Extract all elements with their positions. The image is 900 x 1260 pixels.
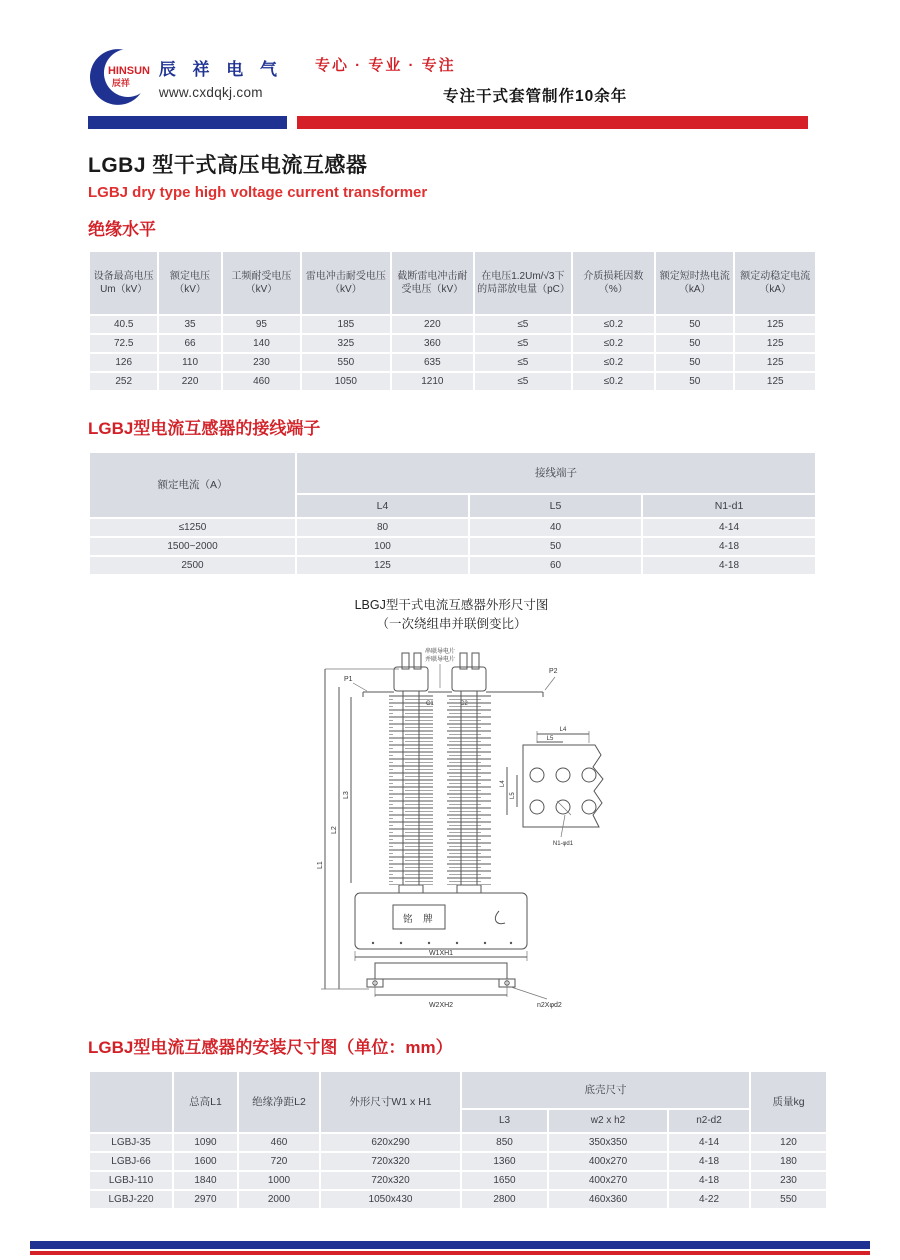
cell: 325 — [302, 335, 389, 352]
cell: 35 — [159, 316, 220, 333]
cell: 50 — [656, 335, 733, 352]
cell: ≤5 — [475, 316, 571, 333]
cell: ≤0.2 — [573, 354, 654, 371]
terminals-table — [88, 451, 817, 576]
insulation-table — [88, 250, 817, 392]
cell: 1360 — [462, 1153, 547, 1170]
cell: 120 — [751, 1134, 826, 1151]
cell: 400x270 — [549, 1172, 667, 1189]
logo-brand-en: HINSUN — [107, 65, 150, 78]
cell-model: LGBJ-66 — [90, 1153, 172, 1170]
section-heading-insulation: 绝缘水平 — [88, 220, 156, 239]
table-row — [90, 373, 815, 390]
cell: ≤0.2 — [573, 335, 654, 352]
table-header-row — [90, 453, 815, 493]
col-header-rated-current: 额定电流（A） — [90, 453, 295, 517]
label-l2: L2 — [330, 825, 338, 834]
col-header: N1-d1 — [643, 495, 815, 517]
col-header-weight: 质量kg — [751, 1072, 826, 1132]
cell: 360 — [392, 335, 473, 352]
cell: ≤0.2 — [573, 316, 654, 333]
col-header: 工频耐受电压（kV） — [223, 252, 300, 314]
logo-brand-cn: 辰祥 — [111, 77, 130, 88]
insulator-column-right — [447, 695, 491, 885]
cell: 4-14 — [643, 519, 815, 536]
crescent-logo-icon — [88, 46, 150, 108]
label-series-link: 串联导电片 — [424, 648, 455, 655]
figure-caption — [88, 596, 815, 635]
label-w1h1: W1XH1 — [428, 949, 453, 957]
label-l5-vertical: L5 — [509, 792, 516, 799]
cell: ≤1250 — [90, 519, 295, 536]
cell: ≤5 — [475, 335, 571, 352]
cell: 1050 — [302, 373, 389, 390]
table-row — [90, 1153, 826, 1170]
cell: 95 — [223, 316, 300, 333]
page-header — [88, 46, 815, 108]
cell-model: LGBJ-220 — [90, 1191, 172, 1208]
table-row — [90, 1191, 826, 1208]
slogan-top: 专心 · 专业 · 专注 — [315, 57, 456, 74]
col-header: n2-d2 — [669, 1110, 749, 1132]
cell: 40 — [470, 519, 641, 536]
figure-caption-line1: LBGJ型干式电流互感器外形尺寸图 — [354, 598, 549, 612]
cell: 125 — [735, 373, 815, 390]
col-header-base-group: 底壳尺寸 — [462, 1072, 749, 1108]
cell: 400x270 — [549, 1153, 667, 1170]
cell: 80 — [297, 519, 468, 536]
col-header-model — [90, 1072, 172, 1132]
label-nameplate: 铭 牌 — [402, 913, 437, 925]
cell: ≤5 — [475, 354, 571, 371]
table-row — [90, 1134, 826, 1151]
cell: 230 — [223, 354, 300, 371]
cell: 1090 — [174, 1134, 237, 1151]
header-red-bar — [297, 116, 808, 129]
label-l5-horizontal: L5 — [546, 735, 553, 742]
table-row — [90, 354, 815, 371]
col-header: 额定动稳定电流（kA） — [735, 252, 815, 314]
cell: 1840 — [174, 1172, 237, 1189]
cell: 4-18 — [643, 557, 815, 574]
cell: 50 — [656, 316, 733, 333]
section-heading-terminals: LGBJ型电流互感器的接线端子 — [88, 419, 321, 438]
company-text — [159, 55, 283, 100]
cell: 50 — [656, 354, 733, 371]
label-parallel-link: 并联导电片 — [424, 656, 455, 663]
label-n2d2: n2Xφd2 — [536, 1001, 562, 1009]
label-l4-vertical: L4 — [499, 780, 506, 787]
table-row — [90, 335, 815, 352]
cell: 140 — [223, 335, 300, 352]
cell: 100 — [297, 538, 468, 555]
section-heading-mounting: LGBJ型电流互感器的安装尺寸图（单位：mm） — [88, 1037, 453, 1057]
footer-red-bar — [30, 1251, 870, 1255]
label-n1d1: N1-φd1 — [552, 840, 573, 847]
header-bars — [88, 116, 815, 129]
cell-model: LGBJ-35 — [90, 1134, 172, 1151]
cell: 50 — [656, 373, 733, 390]
label-w2h2: W2XH2 — [428, 1001, 453, 1009]
cell: 4-18 — [669, 1153, 749, 1170]
cell: 1000 — [239, 1172, 319, 1189]
insulator-column-left — [389, 695, 433, 885]
cell: 125 — [735, 354, 815, 371]
cell: 220 — [159, 373, 220, 390]
col-header: w2 x h2 — [549, 1110, 667, 1132]
cell-model: LGBJ-110 — [90, 1172, 172, 1189]
col-header: 额定电压（kV） — [159, 252, 220, 314]
cell: 125 — [735, 335, 815, 352]
cell: 126 — [90, 354, 157, 371]
cell: 60 — [470, 557, 641, 574]
cell: 2800 — [462, 1191, 547, 1208]
label-l4-horizontal: L4 — [559, 726, 566, 733]
transformer-outline-diagram — [311, 639, 621, 1021]
cell: 720x320 — [321, 1172, 460, 1189]
col-header-outline: 外形尺寸W1 x H1 — [321, 1072, 460, 1132]
col-header: L3 — [462, 1110, 547, 1132]
cell: 1050x430 — [321, 1191, 460, 1208]
cell: 460 — [223, 373, 300, 390]
cell: 720x320 — [321, 1153, 460, 1170]
col-header: 雷电冲击耐受电压（kV） — [302, 252, 389, 314]
col-header-height: 总高L1 — [174, 1072, 237, 1132]
cell: 1600 — [174, 1153, 237, 1170]
cell: 550 — [751, 1191, 826, 1208]
figure-caption-line2: （一次绕组串并联倒变比） — [376, 617, 527, 632]
cell: 180 — [751, 1153, 826, 1170]
cell: 460x360 — [549, 1191, 667, 1208]
cell: 125 — [735, 316, 815, 333]
cell: 4-18 — [643, 538, 815, 555]
cell: 850 — [462, 1134, 547, 1151]
col-header-clearance: 绝缘净距L2 — [239, 1072, 319, 1132]
cell: 620x290 — [321, 1134, 460, 1151]
cell: 1500~2000 — [90, 538, 295, 555]
table-row — [90, 557, 815, 574]
cell: 460 — [239, 1134, 319, 1151]
label-l1: L1 — [316, 860, 324, 869]
cell: 635 — [392, 354, 473, 371]
slogan-bottom: 专注干式套管制作10余年 — [443, 88, 628, 105]
cell: 2970 — [174, 1191, 237, 1208]
cell: 1210 — [392, 373, 473, 390]
page-title: LGBJ 型干式高压电流互感器 — [88, 154, 368, 177]
col-header: L5 — [470, 495, 641, 517]
cell: 185 — [302, 316, 389, 333]
table-row — [90, 1172, 826, 1189]
cell: 2500 — [90, 557, 295, 574]
company-logo — [88, 46, 283, 108]
col-header: L4 — [297, 495, 468, 517]
table-row — [90, 519, 815, 536]
label-p2: P2 — [548, 667, 558, 675]
page-title-english: LGBJ dry type high voltage current transformer — [88, 184, 428, 201]
col-header: 介质损耗因数（%） — [573, 252, 654, 314]
cell: 220 — [392, 316, 473, 333]
col-header-terminal-group: 接线端子 — [297, 453, 815, 493]
label-p1: P1 — [343, 675, 353, 683]
cell: 4-14 — [669, 1134, 749, 1151]
cell: 252 — [90, 373, 157, 390]
cell: 550 — [302, 354, 389, 371]
col-header: 在电压1.2Um/√3下的局部放电量（pC） — [475, 252, 571, 314]
outline-drawing — [88, 639, 815, 1021]
cell: 66 — [159, 335, 220, 352]
company-name: 辰 祥 电 气 — [158, 59, 283, 79]
cell: 350x350 — [549, 1134, 667, 1151]
table-header-row — [90, 1072, 826, 1108]
cell: ≤0.2 — [573, 373, 654, 390]
table-row — [90, 316, 815, 333]
table-row — [90, 538, 815, 555]
col-header: 截断雷电冲击耐受电压（kV） — [392, 252, 473, 314]
cell: 2000 — [239, 1191, 319, 1208]
cell: 50 — [470, 538, 641, 555]
cell: 125 — [297, 557, 468, 574]
col-header: 额定短时热电流（kA） — [656, 252, 733, 314]
header-slogans — [315, 46, 815, 106]
cell: 230 — [751, 1172, 826, 1189]
cell: 110 — [159, 354, 220, 371]
cell: 1650 — [462, 1172, 547, 1189]
cell: ≤5 — [475, 373, 571, 390]
cell: 40.5 — [90, 316, 157, 333]
footer-blue-bar — [30, 1241, 870, 1249]
cell: 4-22 — [669, 1191, 749, 1208]
mounting-table — [88, 1070, 828, 1210]
company-website[interactable]: www.cxdqkj.com — [158, 84, 263, 100]
cell: 720 — [239, 1153, 319, 1170]
label-l3: L3 — [342, 790, 350, 799]
cell: 4-18 — [669, 1172, 749, 1189]
table-header-row — [90, 252, 815, 314]
header-blue-bar — [88, 116, 287, 129]
cell: 72.5 — [90, 335, 157, 352]
col-header: 设备最高电压Um（kV） — [90, 252, 157, 314]
